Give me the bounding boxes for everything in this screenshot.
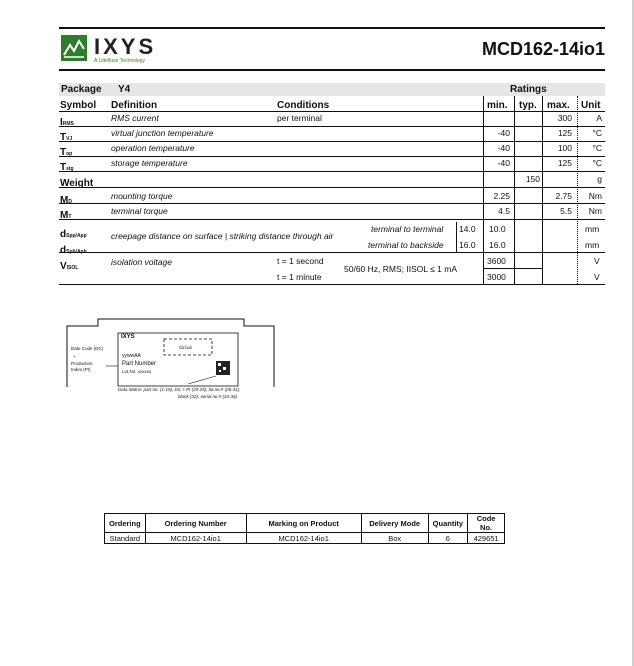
row-symbol-letter: T — [60, 147, 67, 158]
col-definition: Definition — [111, 100, 158, 111]
table-bottom-rule — [59, 284, 605, 285]
creepage-divider — [456, 222, 457, 252]
row-unit: °C — [592, 128, 602, 138]
ordering-header: Code No. — [468, 514, 505, 533]
row-symbol-letter: M — [60, 210, 69, 221]
col-divider — [483, 96, 484, 284]
row-symbol-subscript: D — [68, 199, 72, 205]
col-conditions: Conditions — [277, 100, 330, 111]
row-symbol — [60, 205, 71, 223]
label-brand: IXYS — [121, 334, 135, 340]
creepage-condition-2: terminal to backside — [368, 240, 444, 250]
row-unit: g — [597, 174, 602, 184]
row-definition: mounting torque — [111, 191, 173, 201]
row-symbol-subscript: op — [66, 151, 73, 157]
row-typ: 150 — [525, 174, 540, 184]
ordering-header-row — [105, 514, 505, 533]
row-rule — [59, 156, 605, 157]
row-symbol — [60, 173, 93, 191]
row-unit: Nm — [588, 191, 602, 201]
creepage-value-2: 16.0 — [459, 240, 476, 250]
ordering-header: Ordering — [105, 514, 146, 533]
creepage-min-2: 16.0 — [489, 240, 506, 250]
row-min: -40 — [497, 128, 510, 138]
part-title: MCD162-14io1 — [481, 39, 605, 59]
label-caption-1: Data Matrix: part no. (1-19), DC + PI (20-25), lot.no.# (26-31), — [118, 387, 241, 392]
row-unit: °C — [592, 143, 602, 153]
col-divider-dotted — [577, 96, 578, 284]
isolation-symbol: VISOL — [60, 261, 79, 272]
row-rule — [59, 203, 605, 204]
brand-subtitle: A Littelfuse Technology — [94, 58, 146, 64]
row-min: 2.25 — [493, 191, 510, 201]
creepage-symbol-1: dSpp/App — [60, 229, 87, 240]
row-max: 5.5 — [560, 206, 572, 216]
ordering-cell: Standard — [105, 533, 146, 544]
row-symbol-subscript: RMS — [62, 121, 74, 127]
isolation-condition-1: t = 1 second — [277, 256, 324, 266]
creepage-definition: creepage distance on surface | striking distance through air — [111, 231, 334, 241]
brand-logo-text: IXYS — [94, 34, 157, 59]
ordering-header: Ordering Number — [145, 514, 246, 533]
label-part-number: Part Number — [122, 361, 157, 367]
col-min: min. — [487, 100, 508, 111]
row-symbol-subscript: T — [68, 214, 72, 220]
ordering-header: Marking on Product — [246, 514, 361, 533]
label-production: Production — [71, 361, 93, 366]
ordering-cell: MCD162-14io1 — [145, 533, 246, 544]
ordering-cell: 429651 — [468, 533, 505, 544]
label-yyww: yywwAA — [122, 353, 141, 359]
row-symbol-subscript: stg — [66, 166, 74, 172]
header-bar — [59, 27, 605, 71]
col-divider — [514, 96, 515, 284]
row-conditions: per terminal — [277, 113, 322, 123]
label-lot-no: Lot.No: xxxxxx — [122, 369, 152, 374]
row-rule — [59, 171, 605, 172]
row-symbol-letter: Weight — [60, 178, 94, 189]
creepage-condition-1: terminal to terminal — [371, 224, 444, 234]
creepage-value-1: 14.0 — [459, 224, 476, 234]
ixys-logo-icon — [61, 35, 87, 61]
isolation-common-condition: 50/60 Hz, RMS; IISOL ≤ 1 mA — [344, 264, 457, 274]
row-max: 125 — [557, 128, 572, 138]
row-rule — [59, 252, 605, 253]
row-max: 300 — [557, 113, 572, 123]
product-label-drawing — [66, 318, 276, 388]
row-min: 4.5 — [498, 206, 510, 216]
row-definition: virtual junction temperature — [111, 128, 214, 138]
header-rule — [59, 111, 605, 112]
row-symbol-letter: I — [60, 117, 63, 128]
row-min: -40 — [497, 143, 510, 153]
row-definition: RMS current — [111, 113, 159, 123]
ratings-label: Ratings — [510, 84, 547, 95]
row-rule — [59, 187, 605, 188]
isolation-split-rule — [483, 268, 543, 269]
ordering-header: Quantity — [428, 514, 467, 533]
creepage-unit-1: mm — [585, 224, 600, 234]
ordering-header: Delivery Mode — [361, 514, 428, 533]
ordering-cell: Box — [361, 533, 428, 544]
row-unit: °C — [592, 158, 602, 168]
ordering-table — [104, 513, 505, 544]
isolation-definition: isolation voltage — [111, 257, 172, 267]
row-definition: terminal torque — [111, 206, 168, 216]
col-unit: Unit — [581, 100, 601, 111]
row-symbol-letter: M — [60, 195, 69, 206]
row-definition: operation temperature — [111, 143, 195, 153]
row-symbol-subscript: VJ — [66, 136, 73, 142]
isolation-condition-2: t = 1 minute — [277, 272, 322, 282]
ordering-cell: MCD162-14io1 — [246, 533, 361, 544]
isolation-min-2: 3000 — [487, 272, 506, 282]
col-symbol: Symbol — [60, 100, 97, 111]
package-value: Y4 — [118, 84, 131, 95]
label-date-code: Date Code (DC) — [71, 346, 104, 351]
creepage-min-1: 10.0 — [489, 224, 506, 234]
isolation-unit-1: V — [594, 256, 600, 266]
isolation-unit-2: V — [594, 272, 600, 282]
label-caption-2: blank (32), serial no.# (33-36) — [178, 394, 238, 399]
row-symbol-letter: T — [60, 162, 67, 173]
row-rule — [59, 141, 605, 142]
row-min: -40 — [497, 158, 510, 168]
row-max: 125 — [557, 158, 572, 168]
isolation-min-1: 3600 — [487, 256, 506, 266]
row-rule — [59, 126, 605, 127]
package-label: Package — [61, 84, 102, 95]
row-max: 100 — [557, 143, 572, 153]
col-max: max. — [547, 100, 570, 111]
row-rule — [59, 219, 605, 220]
label-index: Index (PI) — [71, 367, 91, 372]
row-definition: storage temperature — [111, 158, 188, 168]
label-plus: + — [73, 354, 76, 359]
row-unit: Nm — [588, 206, 602, 216]
label-circuit: Circuit — [179, 345, 192, 350]
creepage-unit-2: mm — [585, 240, 600, 250]
col-divider — [542, 96, 543, 284]
table-row — [105, 533, 505, 544]
ordering-cell: 6 — [428, 533, 467, 544]
row-symbol-letter: T — [60, 132, 67, 143]
creepage-symbol-2: dSpb/Apb — [60, 245, 87, 256]
row-max: 2.75 — [555, 191, 572, 201]
col-typ: typ. — [519, 100, 537, 111]
row-unit: A — [596, 113, 602, 123]
